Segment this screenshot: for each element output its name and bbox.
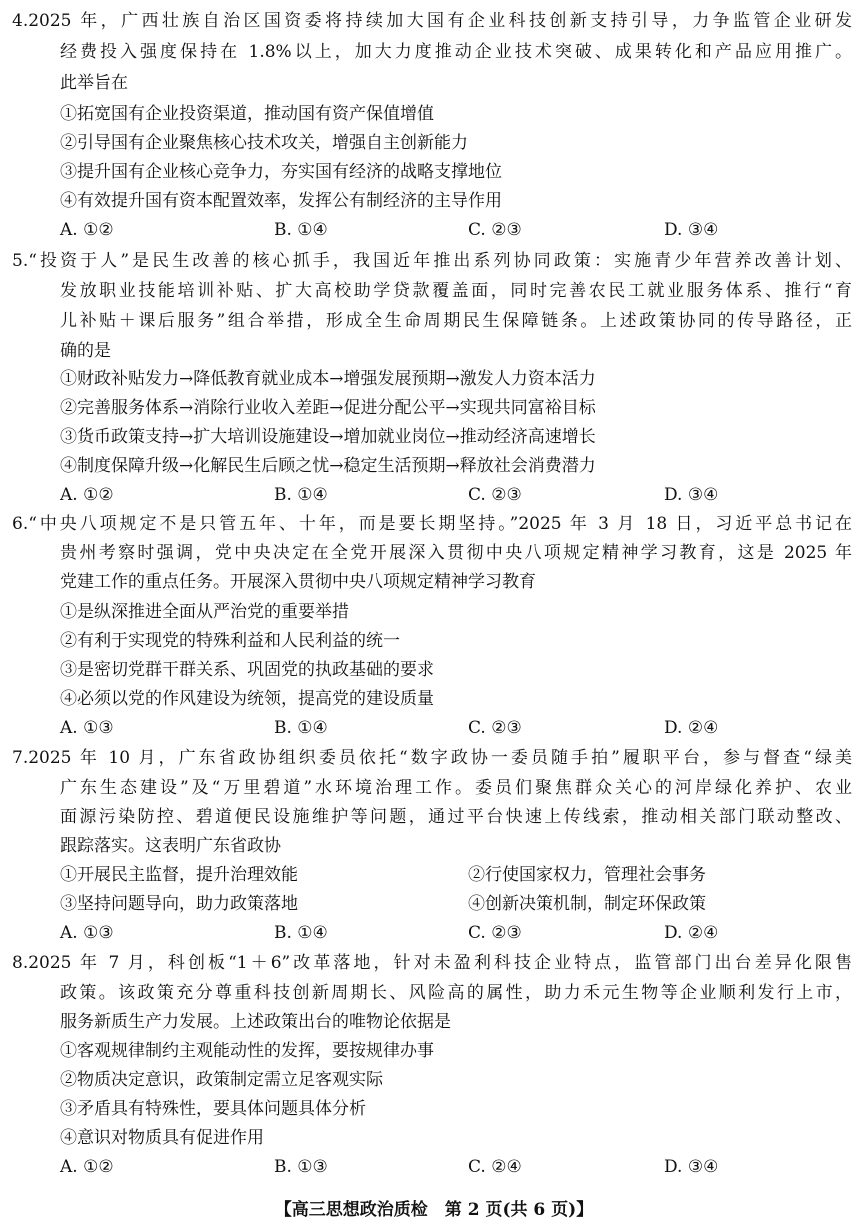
question-7-option: ①开展民主监督，提升治理效能	[60, 865, 298, 885]
answer-choice: A. ①②	[60, 1157, 114, 1177]
answer-choice: A. ①②	[60, 485, 114, 505]
answer-choice: A. ①③	[60, 923, 114, 943]
question-7-option: ②行使国家权力，管理社会事务	[468, 865, 706, 885]
question-7-option-row	[60, 893, 868, 917]
question-6-answers	[60, 717, 780, 741]
question-6-option: ②有利于实现党的特殊利益和人民利益的统一	[60, 631, 400, 651]
question-5-line: 发放职业技能培训补贴、扩大高校助学贷款覆盖面，同时完善农民工就业服务体系、推行“育	[60, 281, 852, 301]
question-5-option: ③货币政策支持→扩大培训设施建设→增加就业岗位→推动经济高速增长	[60, 427, 596, 447]
question-7-answers	[60, 922, 780, 946]
question-6-option: ③是密切党群干群关系、巩固党的执政基础的要求	[60, 660, 434, 680]
question-5-line: 儿补贴＋课后服务”组合举措，形成全生命周期民生保障链条。上述政策协同的传导路径，正	[60, 311, 852, 331]
question-6-option: ①是纵深推进全面从严治党的重要举措	[60, 602, 349, 622]
question-8-option: ④意识对物质具有促进作用	[60, 1128, 264, 1148]
answer-choice: A. ①③	[60, 718, 114, 738]
question-5-line: 确的是	[60, 341, 111, 361]
answer-choice: D. ②④	[664, 718, 719, 738]
question-4-option: ②引导国有企业聚焦核心技术攻关，增强自主创新能力	[60, 133, 468, 153]
question-8-line: 服务新质生产力发展。上述政策出台的唯物论依据是	[60, 1012, 451, 1032]
answer-choice: C. ②③	[468, 923, 522, 943]
answer-choice: B. ①④	[274, 220, 328, 240]
answer-choice: B. ①④	[274, 485, 328, 505]
question-4-line: 此举旨在	[60, 73, 128, 93]
question-8-option: ①客观规律制约主观能动性的发挥，要按规律办事	[60, 1041, 434, 1061]
answer-choice: D. ③④	[664, 1157, 719, 1177]
question-5-line: 5.“投资于人”是民生改善的核心抓手，我国近年推出系列协同政策：实施青少年营养改善计划、	[12, 251, 852, 271]
question-5-option: ②完善服务体系→消除行业收入差距→促进分配公平→实现共同富裕目标	[60, 398, 596, 418]
answer-choice: B. ①④	[274, 718, 328, 738]
question-8-option: ③矛盾具有特殊性，要具体问题具体分析	[60, 1099, 366, 1119]
question-7-line: 跟踪落实。这表明广东省政协	[60, 836, 281, 856]
answer-choice: C. ②③	[468, 220, 522, 240]
question-6-line: 6.“中央八项规定不是只管五年、十年，而是要长期坚持。”2025 年 3 月 18 日，习近平总书记在	[12, 514, 852, 534]
question-8-option: ②物质决定意识，政策制定需立足客观实际	[60, 1070, 383, 1090]
answer-choice: B. ①③	[274, 1157, 328, 1177]
question-4-line: 4.2025 年，广西壮族自治区国资委将持续加大国有企业科技创新支持引导，力争监管企业研发	[12, 11, 852, 31]
page-footer: 【高三思想政治质检 第 2 页(共 6 页)】	[274, 1200, 594, 1220]
question-7-line: 7.2025 年 10 月，广东省政协组织委员依托“数字政协一委员随手拍”履职平台，参与督查“绿美	[12, 748, 852, 768]
answer-choice: D. ②④	[664, 923, 719, 943]
question-7-option: ③坚持问题导向，助力政策落地	[60, 894, 298, 914]
question-7-option: ④创新决策机制，制定环保政策	[468, 894, 706, 914]
answer-choice: A. ①②	[60, 220, 114, 240]
question-5-answers	[60, 484, 780, 508]
answer-choice: D. ③④	[664, 220, 719, 240]
question-4-option: ③提升国有企业核心竞争力，夯实国有经济的战略支撑地位	[60, 162, 502, 182]
question-4-option: ①拓宽国有企业投资渠道，推动国有资产保值增值	[60, 104, 434, 124]
question-7-line: 面源污染防控、碧道便民设施维护等问题，通过平台快速上传线索，推动相关部门联动整改、	[60, 807, 852, 827]
question-4-line: 经费投入强度保持在 1.8%以上，加大力度推动企业技术突破、成果转化和产品应用推广。	[60, 42, 852, 62]
question-5-option: ①财政补贴发力→降低教育就业成本→增强发展预期→激发人力资本活力	[60, 369, 596, 389]
answer-choice: C. ②③	[468, 485, 522, 505]
question-4-answers	[60, 219, 780, 243]
question-6-line: 贵州考察时强调，党中央决定在全党开展深入贯彻中央八项规定精神学习教育，这是 2025 年	[60, 543, 852, 563]
question-6-option: ④必须以党的作风建设为统领，提高党的建设质量	[60, 689, 434, 709]
question-7-line: 广东生态建设”及“万里碧道”水环境治理工作。委员们聚焦群众关心的河岸绿化养护、农业	[60, 778, 852, 798]
answer-choice: B. ①④	[274, 923, 328, 943]
question-8-line: 8.2025 年 7 月，科创板“1＋6”改革落地，针对未盈利科技企业特点，监管部门出台差异化限售	[12, 953, 852, 973]
answer-choice: D. ③④	[664, 485, 719, 505]
answer-choice: C. ②③	[468, 718, 522, 738]
question-4-option: ④有效提升国有资本配置效率，发挥公有制经济的主导作用	[60, 191, 502, 211]
answer-choice: C. ②④	[468, 1157, 522, 1177]
question-8-answers	[60, 1156, 780, 1180]
question-7-option-row	[60, 864, 868, 888]
question-5-option: ④制度保障升级→化解民生后顾之忧→稳定生活预期→释放社会消费潜力	[60, 456, 596, 476]
question-6-line: 党建工作的重点任务。开展深入贯彻中央八项规定精神学习教育	[60, 572, 536, 592]
question-8-line: 政策。该政策充分尊重科技创新周期长、风险高的属性，助力禾元生物等企业顺利发行上市，	[60, 983, 852, 1003]
